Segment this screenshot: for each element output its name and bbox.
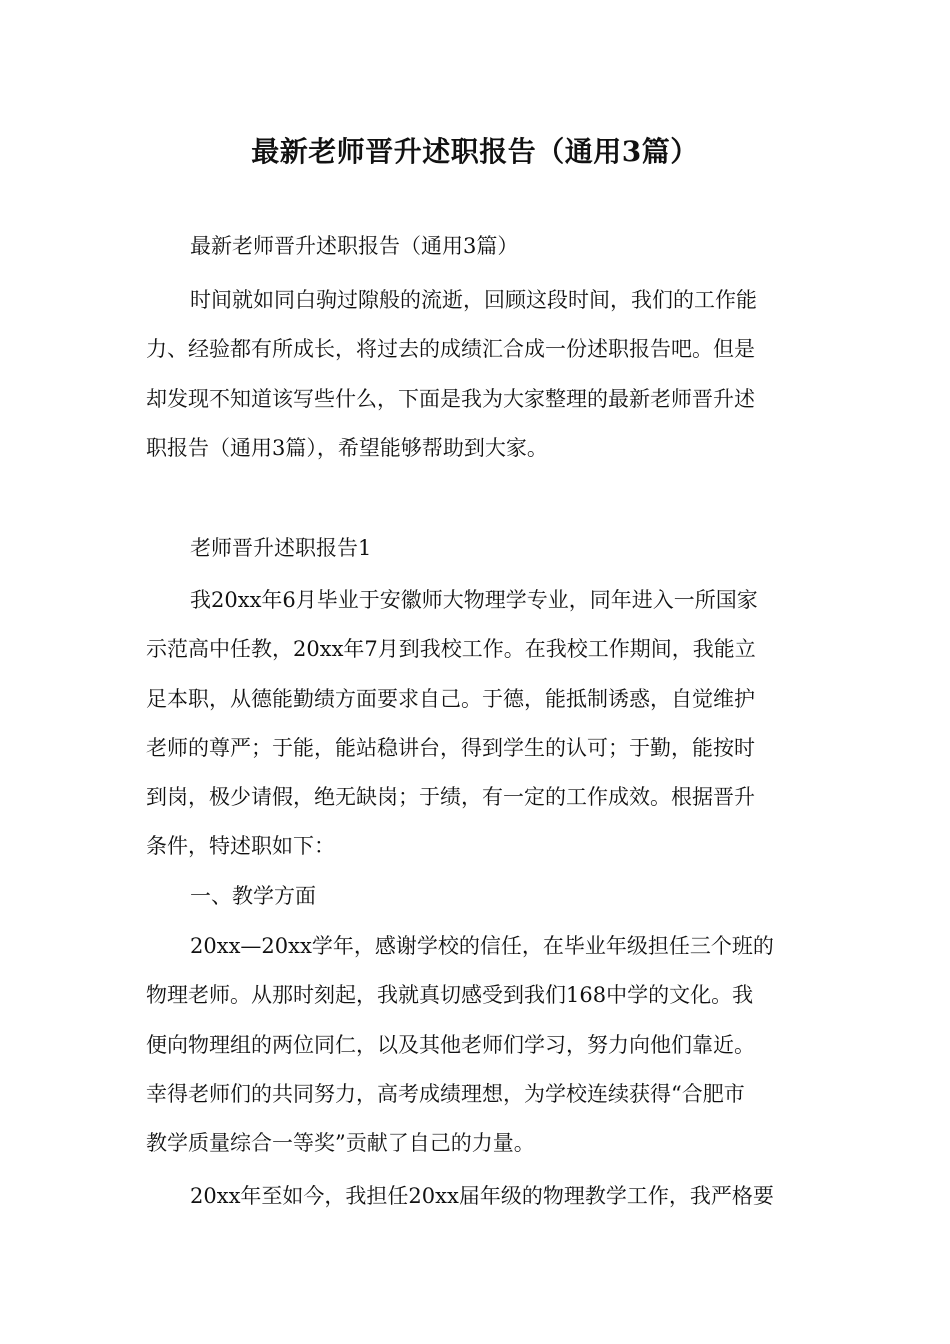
intro-line: 力、经验都有所成长，将过去的成绩汇合成一份述职报告吧。但是 [146,337,755,362]
paragraph-line: 到岗，极少请假，绝无缺岗；于绩，有一定的工作成效。根据晋升 [146,785,755,810]
paragraph-2 [146,922,806,1168]
paragraph-line: 老师的尊严；于能，能站稳讲台，得到学生的认可；于勤，能按时 [146,735,755,760]
paragraph-line: 物理老师。从那时刻起，我就真切感受到我们168中学的文化。我 [146,983,754,1008]
intro-line: 却发现不知道该写些什么，下面是我为大家整理的最新老师晋升述 [146,386,755,411]
intro-line: 职报告（通用3篇），希望能够帮助到大家。 [146,435,548,460]
paragraph-line: 条件，特述职如下： [146,834,335,859]
paragraph-3 [146,1172,806,1221]
document-title: 最新老师晋升述职报告（通用3篇） [251,135,699,168]
paragraph-line: 足本职，从德能勤绩方面要求自己。于德，能抵制诱惑，自觉维护 [146,686,755,711]
section-heading-text: 老师晋升述职报告1 [190,536,372,560]
document-subtitle [146,222,806,271]
paragraph-line: 幸得老师们的共同努力，高考成绩理想，为学校连续获得“合肥市 [146,1081,745,1106]
intro-line: 时间就如同白驹过隙般的流逝，回顾这段时间，我们的工作能 [190,288,757,312]
paragraph-line: 20xx年至如今，我担任20xx届年级的物理教学工作，我严格要 [190,1184,774,1208]
paragraph-line: 便向物理组的两位同仁，以及其他老师们学习，努力向他们靠近。 [146,1032,755,1057]
subheading [146,872,806,921]
paragraph-line: 示范高中任教，20xx年7月到我校工作。在我校工作期间，我能立 [146,637,756,662]
paragraph-line: 教学质量综合一等奖”贡献了自己的力量。 [146,1131,535,1156]
subheading-text: 一、教学方面 [190,884,316,908]
paragraph-1 [146,576,806,872]
paragraph-line: 20xx—20xx学年，感谢学校的信任，在毕业年级担任三个班的 [190,934,774,958]
section-heading [146,524,806,573]
paragraph-line: 我20xx年6月毕业于安徽师大物理学专业，同年进入一所国家 [190,588,758,612]
subtitle-text: 最新老师晋升述职报告（通用3篇） [190,234,519,258]
intro-paragraph [146,276,806,473]
